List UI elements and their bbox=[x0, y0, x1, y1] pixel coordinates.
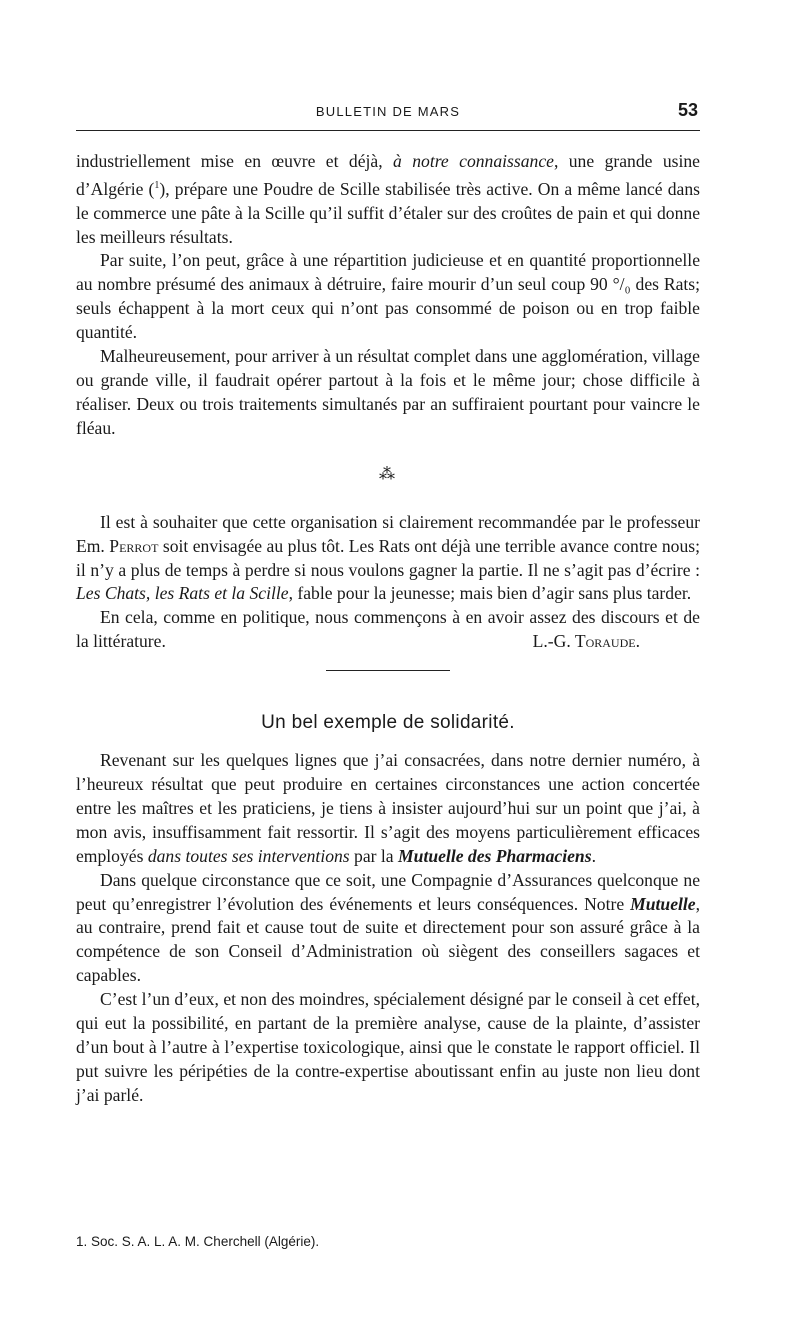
footnote-ref: 1 bbox=[154, 179, 160, 191]
paragraph bbox=[76, 606, 700, 654]
signature: L.-G. Toraude. bbox=[532, 631, 640, 652]
paragraph: Par suite, l’on peut, grâce à une répartition judicieuse et en quantité proportionnelle au nombre présumé des animaux à détruire, faire mourir d’un seul coup 90 °/₀ des Rats; seuls échappent à la mort ceux qui n’ont pas consommé de poison ou en trop faible quantité. bbox=[76, 250, 700, 343]
paragraph bbox=[76, 749, 700, 869]
header-rule bbox=[76, 130, 700, 131]
section-title: Un bel exemple de solidarité. bbox=[261, 712, 515, 734]
running-head bbox=[76, 100, 700, 124]
page-number: 53 bbox=[677, 100, 698, 120]
body-text bbox=[76, 150, 700, 1108]
text-run: Il est à souhaiter que cette organisation si clairement recommandée par le professeur Em. bbox=[76, 511, 700, 556]
section-separator: ⁂ bbox=[379, 465, 397, 483]
paragraph bbox=[76, 511, 700, 607]
section-rule bbox=[326, 670, 450, 671]
italic-run: à notre connaissance bbox=[393, 151, 554, 171]
text-run: ), prépare une Poudre de Scille stabilisée très active. On a même lancé dans le commerce une pâte à la Scille qu’il suffit d’étaler sur des croûtes de pain et qui donne les meilleurs résultats. bbox=[76, 178, 700, 247]
text-run: industriellement mise en œuvre et déjà, bbox=[76, 151, 394, 171]
text-run: , une grande usine d’Algérie ( bbox=[76, 151, 700, 199]
text-run: , au contraire, prend fait et cause tout de suite et directement pour son assuré grâce à la compétence de son Conseil d’Administration où siègent des conseillers sagaces et capables. bbox=[76, 893, 700, 986]
text-run: Revenant sur les quelques lignes que j’ai consacrées, dans notre dernier numéro, à l’heureux résultat que peut produire en certaines circonstances une action concertée entre les maîtres et les praticiens, je tiens à insister aujourd’hui sur un point que j’ai, à mon avis, insuffisamment fait ressortir. Il s’agit des moyens particulièrement efficaces employés bbox=[76, 750, 700, 866]
paragraph bbox=[76, 869, 700, 989]
italic-run: dans toutes ses interventions bbox=[147, 845, 350, 866]
running-title: BULLETIN DE MARS bbox=[315, 104, 461, 119]
paragraph: C’est l’un d’eux, et non des moindres, spécialement désigné par le conseil à cet effet, qui eut la possibilité, en partant de la première analyse, cause de la plainte, d’assister d’un bout à l’autre à l’expertise toxicologique, ainsi que le constate le rapport officiel. Il put suivre les péripéties de la contre-expertise aboutissant enfin au juste non lieu dont j’ai parlé. bbox=[76, 989, 700, 1105]
paragraph: Malheureusement, pour arriver à un résultat complet dans une agglomération, village ou grande ville, il faudrait opérer partout à la fois et le même jour; chose difficile à réaliser. Deux ou trois traitements simultanés par an suffiraient pourtant pour vaincre le fléau. bbox=[76, 346, 700, 438]
footnote: 1. Soc. S. A. L. A. M. Cherchell (Algérie). bbox=[76, 1234, 320, 1249]
text-run: , fable pour la jeunesse; mais bien d’agir sans plus tarder. bbox=[288, 583, 692, 604]
text-run: Dans quelque circonstance que ce soit, une Compagnie d’Assurances quelconque ne peut qu’enregistrer l’évolution des événements et leurs conséquences. Notre bbox=[76, 869, 700, 914]
italic-run: Mutuelle des Pharmaciens bbox=[398, 845, 592, 866]
italic-run: Les Chats, les Rats et la Scille bbox=[76, 583, 289, 604]
text-run: par la bbox=[349, 845, 399, 866]
text-run: En cela, comme en politique, nous commençons à en avoir assez des discours et de la littérature. bbox=[76, 607, 700, 652]
text-run: . bbox=[591, 845, 596, 866]
paragraph bbox=[76, 150, 700, 249]
italic-run: Mutuelle bbox=[630, 893, 696, 914]
text-run: soit envisagée au plus tôt. Les Rats ont déjà une terrible avance contre nous; il n’y a plus de temps à perdre si nous voulons gagner la partie. Il ne s’agit pas d’écrire : bbox=[76, 535, 700, 580]
author-name: Perrot bbox=[109, 535, 159, 556]
